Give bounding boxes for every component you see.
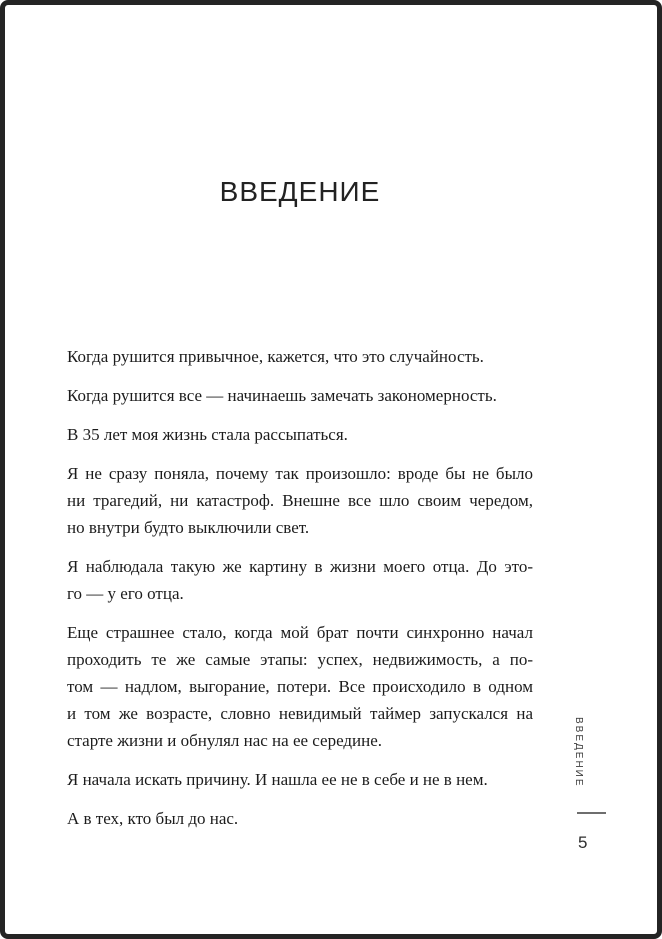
text-line: А в тех, кто был до нас.: [67, 809, 239, 828]
text-line: ни трагедий, ни катастроф. Внешне все шло своим чередом,: [67, 491, 533, 510]
paragraph: [67, 421, 533, 448]
page-number: 5: [578, 833, 588, 852]
text-line: старте жизни и обнулял нас на ее середине.: [67, 731, 383, 750]
text-line: Еще страшнее стало, когда мой брат почти синхронно начал: [67, 623, 533, 642]
body-text: [67, 343, 533, 832]
text-line: но внутри будто выключили свет.: [67, 518, 310, 537]
paragraph: [67, 382, 533, 409]
text-line: В 35 лет моя жизнь стала рассыпаться.: [67, 425, 348, 444]
text-line: и том же возрасте, словно невидимый таймер запускался на: [67, 704, 533, 723]
paragraph: [67, 766, 533, 793]
page-title: ВВЕДЕНИЕ: [219, 175, 381, 207]
margin-rule-divider: [577, 812, 606, 814]
text-line: Я не сразу поняла, почему так произошло: вроде бы не было: [67, 464, 533, 483]
paragraph: [67, 343, 533, 370]
paragraph: [67, 460, 533, 541]
paragraph: [67, 805, 533, 832]
paragraph: [67, 619, 533, 754]
paragraph: [67, 553, 533, 607]
text-line: проходить те же самые этапы: успех, недвижимость, а по-: [67, 650, 533, 669]
text-line: Когда рушится все — начинаешь замечать закономерность.: [67, 386, 497, 405]
text-line: том — надлом, выгорание, потери. Все происходило в одном: [67, 677, 533, 696]
running-head-vertical: ВВЕДЕНИЕ: [573, 717, 584, 788]
text-line: го — у его отца.: [67, 584, 184, 603]
text-line: Я начала искать причину. И нашла ее не в себе и не в нем.: [67, 770, 488, 789]
text-line: Я наблюдала такую же картину в жизни моего отца. До это-: [67, 557, 533, 576]
text-line: Когда рушится привычное, кажется, что это случайность.: [67, 347, 484, 366]
